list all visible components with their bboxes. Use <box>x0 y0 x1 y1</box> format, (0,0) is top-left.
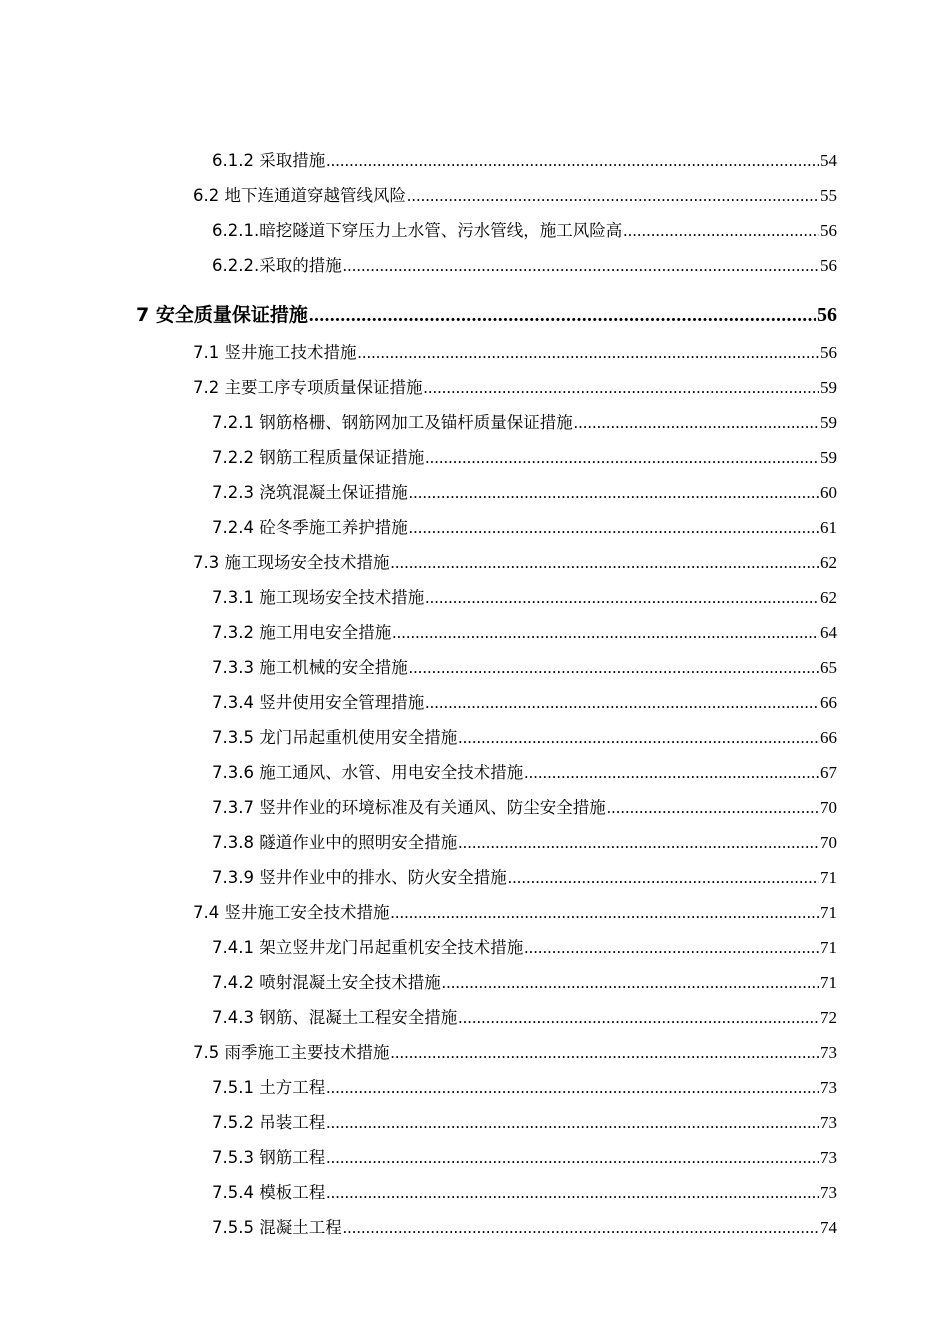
toc-entry-label: 7.4 竖井施工安全技术措施 <box>193 902 390 922</box>
toc-entry[interactable] <box>0 788 950 823</box>
toc-entry[interactable] <box>0 823 950 858</box>
toc-entry-label: 6.2 地下连通道穿越管线风险 <box>193 185 406 205</box>
toc-entry-line <box>212 934 837 958</box>
toc-entry-page-number: 73 <box>820 1182 837 1202</box>
toc-entry-page-number: 64 <box>820 622 837 642</box>
toc-entry-page-number: 73 <box>820 1077 837 1097</box>
toc-entry-line <box>193 182 837 206</box>
toc-entry-line <box>212 794 837 818</box>
toc-entry-page-number: 62 <box>820 587 837 607</box>
dot-leader <box>425 693 819 713</box>
toc-entry[interactable] <box>0 858 950 893</box>
toc-entry[interactable] <box>0 1033 950 1068</box>
toc-entry-page-number: 71 <box>820 867 837 887</box>
toc-entry[interactable] <box>0 543 950 578</box>
toc-entry-label: 7.2.1 钢筋格栅、钢筋网加工及锚杆质量保证措施 <box>212 412 573 432</box>
toc-entry[interactable] <box>0 613 950 648</box>
toc-entry[interactable] <box>0 508 950 543</box>
dot-leader <box>508 868 819 888</box>
toc-entry[interactable] <box>0 578 950 613</box>
toc-entry[interactable] <box>0 1208 950 1243</box>
toc-entry-page-number: 61 <box>820 517 837 537</box>
toc-entry-line <box>212 1004 837 1028</box>
toc-entry-page-number: 71 <box>820 937 837 957</box>
toc-entry-page-number: 70 <box>820 797 837 817</box>
toc-entry-page-number: 74 <box>820 1217 837 1237</box>
toc-entry-label: 7.1 竖井施工技术措施 <box>193 342 357 362</box>
dot-leader <box>309 305 816 327</box>
dot-leader <box>458 1008 819 1028</box>
dot-leader <box>407 186 819 206</box>
toc-entry-line <box>212 584 837 608</box>
toc-entry-label: 7.2 主要工序专项质量保证措施 <box>193 377 423 397</box>
toc-entry-page-number: 56 <box>817 303 837 326</box>
toc-entry-label: 7.3.9 竖井作业中的排水、防火安全措施 <box>212 867 507 887</box>
toc-entry-label: 6.1.2 采取措施 <box>212 150 326 170</box>
dot-leader <box>391 553 820 573</box>
toc-entry-page-number: 66 <box>820 692 837 712</box>
dot-leader <box>326 1148 819 1168</box>
toc-entry-page-number: 73 <box>820 1112 837 1132</box>
toc-entry-label: 7.3.2 施工用电安全措施 <box>212 622 392 642</box>
toc-entry[interactable] <box>0 1103 950 1138</box>
toc-entry-line <box>212 217 837 241</box>
dot-leader <box>409 518 819 538</box>
toc-entry-label: 7.5 雨季施工主要技术措施 <box>193 1042 390 1062</box>
toc-entry[interactable] <box>0 141 950 176</box>
toc-entry[interactable] <box>0 683 950 718</box>
toc-entry[interactable] <box>0 211 950 246</box>
toc-entry-line <box>212 864 837 888</box>
table-of-contents <box>0 141 950 1243</box>
toc-entry-line <box>212 619 837 643</box>
toc-entry-line <box>212 724 837 748</box>
dot-leader <box>343 256 819 276</box>
toc-entry[interactable] <box>0 438 950 473</box>
toc-entry[interactable] <box>0 176 950 211</box>
toc-entry[interactable] <box>0 963 950 998</box>
toc-entry-line <box>212 829 837 853</box>
toc-entry-label: 7.3.1 施工现场安全技术措施 <box>212 587 425 607</box>
dot-leader <box>574 413 819 433</box>
toc-entry-line <box>212 1214 837 1238</box>
toc-entry-page-number: 59 <box>820 447 837 467</box>
toc-entry-page-number: 71 <box>820 902 837 922</box>
dot-leader <box>458 833 819 853</box>
toc-entry-label: 6.2.1.暗挖隧道下穿压力上水管、污水管线，施工风险高 <box>212 220 623 240</box>
toc-entry-page-number: 59 <box>820 377 837 397</box>
dot-leader <box>623 221 819 241</box>
toc-entry-label: 7.5.4 模板工程 <box>212 1182 326 1202</box>
toc-entry-page-number: 55 <box>820 185 837 205</box>
toc-entry-page-number: 54 <box>820 150 837 170</box>
toc-entry[interactable] <box>0 403 950 438</box>
dot-leader <box>524 938 819 958</box>
toc-entry-line <box>212 654 837 678</box>
dot-leader <box>343 1218 819 1238</box>
toc-entry-page-number: 56 <box>820 342 837 362</box>
toc-entry-page-number: 73 <box>820 1042 837 1062</box>
dot-leader <box>524 763 819 783</box>
toc-entry-label: 7.4.1 架立竖井龙门吊起重机安全技术措施 <box>212 937 524 957</box>
toc-entry-label: 7.5.5 混凝土工程 <box>212 1217 342 1237</box>
toc-entry[interactable] <box>0 368 950 403</box>
dot-leader <box>458 728 819 748</box>
toc-entry-label: 7.5.3 钢筋工程 <box>212 1147 326 1167</box>
dot-leader <box>326 151 819 171</box>
dot-leader <box>326 1078 819 1098</box>
toc-entry-line <box>136 300 837 327</box>
toc-entry-page-number: 71 <box>820 972 837 992</box>
dot-leader <box>425 588 819 608</box>
toc-entry-label: 7.4.2 喷射混凝土安全技术措施 <box>212 972 441 992</box>
toc-entry-label: 7.3.6 施工通风、水管、用电安全技术措施 <box>212 762 524 782</box>
dot-leader <box>391 903 820 923</box>
dot-leader <box>409 483 819 503</box>
dot-leader <box>326 1113 819 1133</box>
toc-entry-line <box>212 689 837 713</box>
toc-entry-line <box>212 1074 837 1098</box>
toc-entry-page-number: 60 <box>820 482 837 502</box>
toc-entry-line <box>212 1144 837 1168</box>
toc-entry-page-number: 62 <box>820 552 837 572</box>
toc-entry-line <box>212 514 837 538</box>
toc-entry[interactable] <box>0 753 950 788</box>
toc-entry-line <box>212 252 837 276</box>
dot-leader <box>409 658 819 678</box>
toc-entry-label: 7 安全质量保证措施 <box>136 303 308 326</box>
toc-entry-page-number: 56 <box>820 255 837 275</box>
toc-entry-label: 7.3.8 隧道作业中的照明安全措施 <box>212 832 458 852</box>
toc-entry-line <box>212 479 837 503</box>
toc-entry[interactable] <box>0 1068 950 1103</box>
dot-leader <box>326 1183 819 1203</box>
dot-leader <box>607 798 819 818</box>
toc-entry-page-number: 67 <box>820 762 837 782</box>
toc-entry[interactable] <box>0 246 950 281</box>
dot-leader <box>391 1043 820 1063</box>
toc-entry-line <box>212 1179 837 1203</box>
toc-entry-page-number: 59 <box>820 412 837 432</box>
dot-leader <box>424 378 820 398</box>
toc-entry[interactable] <box>0 1138 950 1173</box>
toc-entry-line <box>193 339 837 363</box>
toc-entry[interactable] <box>0 333 950 368</box>
toc-entry[interactable] <box>0 893 950 928</box>
toc-entry-line <box>212 969 837 993</box>
toc-entry-line <box>193 374 837 398</box>
toc-entry-label: 7.3.4 竖井使用安全管理措施 <box>212 692 425 712</box>
toc-entry-line <box>212 147 837 171</box>
toc-entry[interactable] <box>0 648 950 683</box>
toc-entry[interactable] <box>0 928 950 963</box>
toc-entry[interactable] <box>0 473 950 508</box>
toc-entry-label: 7.4.3 钢筋、混凝土工程安全措施 <box>212 1007 458 1027</box>
toc-entry[interactable] <box>0 998 950 1033</box>
toc-entry[interactable] <box>0 718 950 753</box>
toc-entry-line <box>212 409 837 433</box>
toc-entry-page-number: 65 <box>820 657 837 677</box>
toc-entry-page-number: 70 <box>820 832 837 852</box>
toc-entry-page-number: 73 <box>820 1147 837 1167</box>
toc-entry-line <box>193 899 837 923</box>
toc-entry-label: 7.3.7 竖井作业的环境标准及有关通风、防尘安全措施 <box>212 797 606 817</box>
toc-entry-label: 7.3.5 龙门吊起重机使用安全措施 <box>212 727 458 747</box>
toc-entry-page-number: 66 <box>820 727 837 747</box>
dot-leader <box>392 623 819 643</box>
toc-entry[interactable] <box>0 293 950 333</box>
toc-entry-label: 6.2.2.采取的措施 <box>212 255 342 275</box>
toc-entry-line <box>193 549 837 573</box>
toc-entry-line <box>212 444 837 468</box>
toc-entry-label: 7.3 施工现场安全技术措施 <box>193 552 390 572</box>
toc-entry[interactable] <box>0 1173 950 1208</box>
toc-entry-line <box>212 759 837 783</box>
toc-entry-line <box>212 1109 837 1133</box>
toc-entry-label: 7.5.2 吊装工程 <box>212 1112 326 1132</box>
toc-entry-label: 7.3.3 施工机械的安全措施 <box>212 657 408 677</box>
dot-leader <box>442 973 819 993</box>
toc-entry-page-number: 72 <box>820 1007 837 1027</box>
dot-leader <box>425 448 819 468</box>
dot-leader <box>358 343 820 363</box>
toc-entry-label: 7.2.2 钢筋工程质量保证措施 <box>212 447 425 467</box>
toc-entry-label: 7.2.3 浇筑混凝土保证措施 <box>212 482 408 502</box>
toc-entry-label: 7.5.1 土方工程 <box>212 1077 326 1097</box>
toc-entry-line <box>193 1039 837 1063</box>
toc-entry-page-number: 56 <box>820 220 837 240</box>
toc-entry-label: 7.2.4 砼冬季施工养护措施 <box>212 517 408 537</box>
